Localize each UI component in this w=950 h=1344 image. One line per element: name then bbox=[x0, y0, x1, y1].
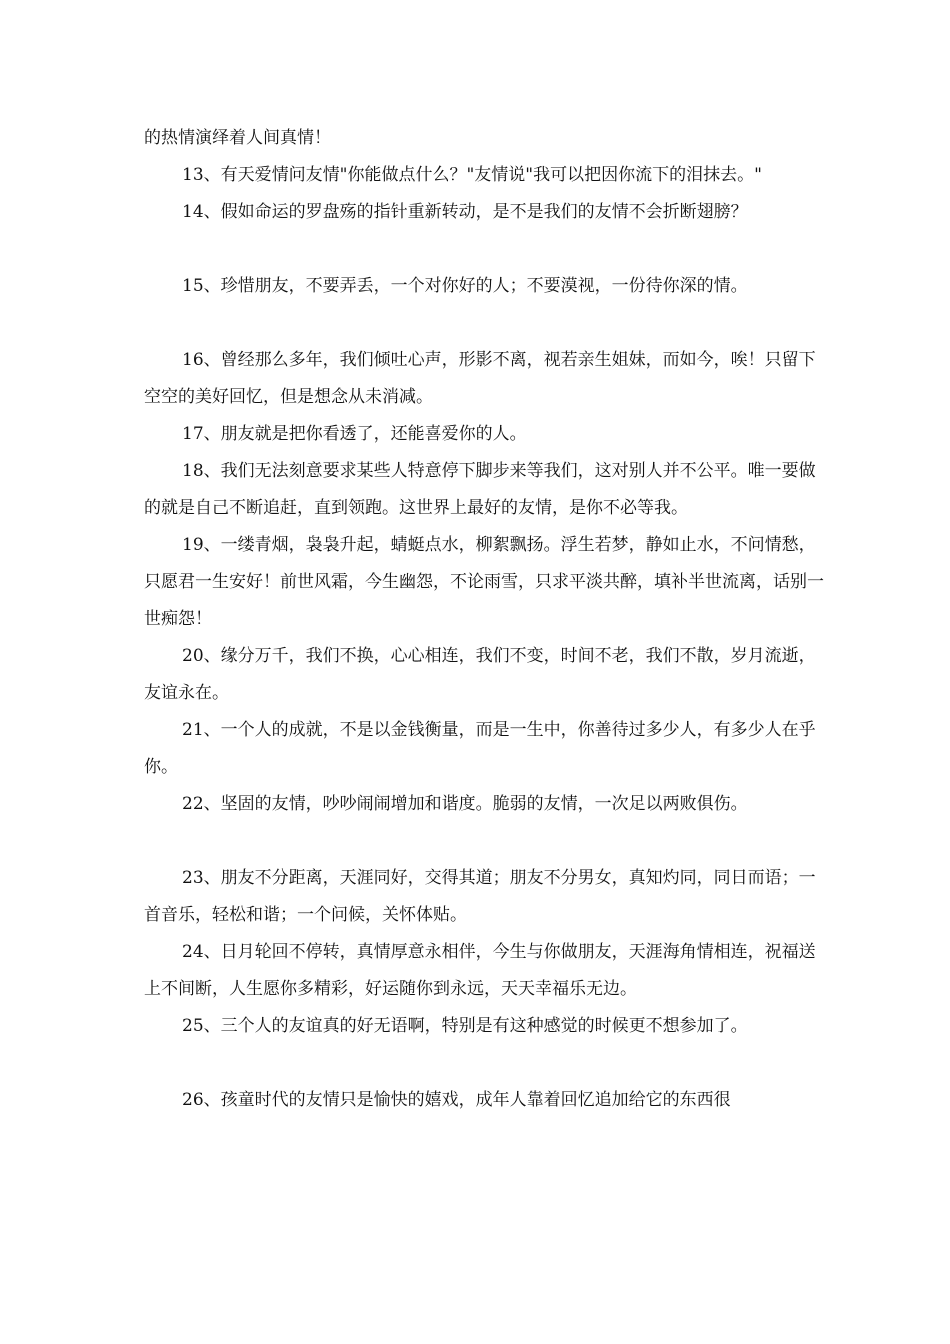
paragraph: 13、有天爱情问友情"你能做点什么？"友情说"我可以把因你流下的泪抹去。" bbox=[182, 165, 762, 185]
paragraph: 16、曾经那么多年，我们倾吐心声，形影不离，视若亲生姐妹，而如今，唉！只留下空空的美好回忆，但是想念从未消减。 bbox=[144, 350, 816, 407]
paragraph: 20、缘分万千，我们不换，心心相连，我们不变，时间不老，我们不散，岁月流逝，友谊永在。 bbox=[144, 646, 816, 703]
paragraph: 18、我们无法刻意要求某些人特意停下脚步来等我们，这对别人并不公平。唯一要做的就是自己不断追赶，直到领跑。这世界上最好的友情，是你不必等我。 bbox=[144, 461, 816, 518]
paragraph: 25、三个人的友谊真的好无语啊，特别是有这种感觉的时候更不想参加了。 bbox=[182, 1016, 748, 1036]
paragraph: 的热情演绎着人间真情！ bbox=[144, 128, 331, 148]
paragraph: 26、孩童时代的友情只是愉快的嬉戏，成年人靠着回忆追加给它的东西很 bbox=[182, 1090, 731, 1110]
paragraph: 21、一个人的成就，不是以金钱衡量，而是一生中，你善待过多少人，有多少人在乎你。 bbox=[144, 720, 816, 777]
paragraph: 23、朋友不分距离，天涯同好，交得其道；朋友不分男女，真知灼同，同日而语；一首音乐，轻松和谐；一个问候，关怀体贴。 bbox=[144, 868, 816, 925]
paragraph: 19、一缕青烟，袅袅升起，蜻蜓点水，柳絮飘扬。浮生若梦，静如止水，不问情愁，只愿君一生安好！前世风霜，今生幽怨，不论雨雪，只求平淡共醉，填补半世流离，话别一世痴怨！ bbox=[144, 535, 824, 629]
paragraph: 14、假如命运的罗盘殇的指针重新转动，是不是我们的友情不会折断翅膀？ bbox=[182, 202, 748, 222]
paragraph: 24、日月轮回不停转，真情厚意永相伴，今生与你做朋友，天涯海角情相连，祝福送上不间断，人生愿你多精彩，好运随你到永远，天天幸福乐无边。 bbox=[144, 942, 816, 999]
paragraph: 15、珍惜朋友，不要弄丢，一个对你好的人；不要漠视，一份待你深的情。 bbox=[182, 276, 748, 296]
paragraph: 17、朋友就是把你看透了，还能喜爱你的人。 bbox=[182, 424, 527, 444]
document-body bbox=[144, 120, 824, 1119]
paragraph: 22、坚固的友情，吵吵闹闹增加和谐度。脆弱的友情，一次足以两败俱伤。 bbox=[182, 794, 748, 814]
